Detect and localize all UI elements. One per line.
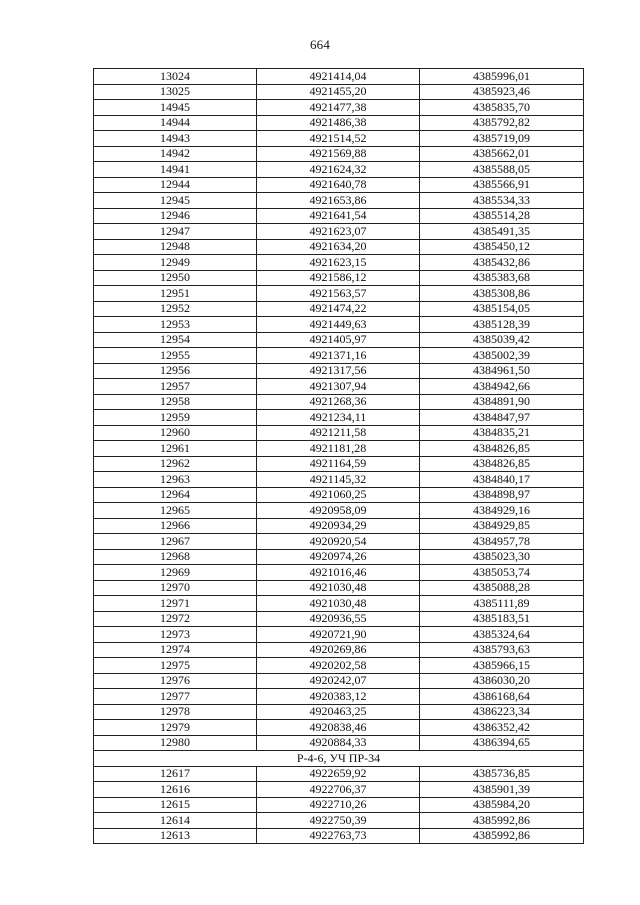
table-row — [94, 642, 584, 658]
y-coordinate-cell: 4385966,15 — [420, 658, 584, 674]
y-coordinate-cell: 4385491,35 — [420, 224, 584, 240]
point-number-cell: 12951 — [94, 286, 257, 302]
table-row — [94, 363, 584, 379]
x-coordinate-cell: 4921405,97 — [257, 332, 420, 348]
x-coordinate-cell: 4922750,39 — [257, 813, 420, 829]
x-coordinate-cell: 4921641,54 — [257, 208, 420, 224]
table-row — [94, 239, 584, 255]
y-coordinate-cell: 4385154,05 — [420, 301, 584, 317]
table-row — [94, 596, 584, 612]
y-coordinate-cell: 4385835,70 — [420, 100, 584, 116]
table-row — [94, 286, 584, 302]
y-coordinate-cell: 4385662,01 — [420, 146, 584, 162]
x-coordinate-cell: 4920884,33 — [257, 735, 420, 751]
table-row — [94, 100, 584, 116]
table-row — [94, 410, 584, 426]
x-coordinate-cell: 4921474,22 — [257, 301, 420, 317]
y-coordinate-cell: 4385588,05 — [420, 162, 584, 178]
point-number-cell: 12973 — [94, 627, 257, 643]
table-row — [94, 301, 584, 317]
y-coordinate-cell: 4384835,21 — [420, 425, 584, 441]
table-row — [94, 503, 584, 519]
point-number-cell: 12964 — [94, 487, 257, 503]
point-number-cell: 12945 — [94, 193, 257, 209]
y-coordinate-cell: 4385923,46 — [420, 84, 584, 100]
x-coordinate-cell: 4921181,28 — [257, 441, 420, 457]
y-coordinate-cell: 4385308,86 — [420, 286, 584, 302]
x-coordinate-cell: 4920934,29 — [257, 518, 420, 534]
point-number-cell: 12955 — [94, 348, 257, 364]
table-row — [94, 549, 584, 565]
x-coordinate-cell: 4920202,58 — [257, 658, 420, 674]
x-coordinate-cell: 4921653,86 — [257, 193, 420, 209]
point-number-cell: 12976 — [94, 673, 257, 689]
point-number-cell: 13025 — [94, 84, 257, 100]
y-coordinate-cell: 4386030,20 — [420, 673, 584, 689]
point-number-cell: 12614 — [94, 813, 257, 829]
y-coordinate-cell: 4385719,09 — [420, 131, 584, 147]
x-coordinate-cell: 4922659,92 — [257, 766, 420, 782]
table-row — [94, 208, 584, 224]
point-number-cell: 13024 — [94, 69, 257, 85]
table-row — [94, 689, 584, 705]
table-row — [94, 813, 584, 829]
point-number-cell: 14944 — [94, 115, 257, 131]
y-coordinate-cell: 4385793,63 — [420, 642, 584, 658]
x-coordinate-cell: 4921307,94 — [257, 379, 420, 395]
y-coordinate-cell: 4385984,20 — [420, 797, 584, 813]
table-row — [94, 224, 584, 240]
table-row — [94, 146, 584, 162]
table-row — [94, 456, 584, 472]
y-coordinate-cell: 4384891,90 — [420, 394, 584, 410]
table-row — [94, 472, 584, 488]
y-coordinate-cell: 4384942,66 — [420, 379, 584, 395]
table-row — [94, 255, 584, 271]
x-coordinate-cell: 4920242,07 — [257, 673, 420, 689]
x-coordinate-cell: 4920838,46 — [257, 720, 420, 736]
table-row — [94, 317, 584, 333]
x-coordinate-cell: 4921569,88 — [257, 146, 420, 162]
y-coordinate-cell: 4385736,85 — [420, 766, 584, 782]
table-row — [94, 565, 584, 581]
table-row — [94, 580, 584, 596]
table-row — [94, 766, 584, 782]
x-coordinate-cell: 4921268,36 — [257, 394, 420, 410]
x-coordinate-cell: 4921371,16 — [257, 348, 420, 364]
table-row — [94, 131, 584, 147]
point-number-cell: 12946 — [94, 208, 257, 224]
point-number-cell: 12950 — [94, 270, 257, 286]
point-number-cell: 12953 — [94, 317, 257, 333]
x-coordinate-cell: 4921414,04 — [257, 69, 420, 85]
point-number-cell: 12613 — [94, 828, 257, 844]
x-coordinate-cell: 4921211,58 — [257, 425, 420, 441]
x-coordinate-cell: 4921586,12 — [257, 270, 420, 286]
point-number-cell: 14943 — [94, 131, 257, 147]
y-coordinate-cell: 4384826,85 — [420, 441, 584, 457]
x-coordinate-cell: 4921640,78 — [257, 177, 420, 193]
table-row — [94, 720, 584, 736]
table-row — [94, 394, 584, 410]
x-coordinate-cell: 4921030,48 — [257, 580, 420, 596]
point-number-cell: 12960 — [94, 425, 257, 441]
y-coordinate-cell: 4385450,12 — [420, 239, 584, 255]
point-number-cell: 12963 — [94, 472, 257, 488]
point-number-cell: 12617 — [94, 766, 257, 782]
x-coordinate-cell: 4921317,56 — [257, 363, 420, 379]
y-coordinate-cell: 4384898,97 — [420, 487, 584, 503]
table-row — [94, 658, 584, 674]
x-coordinate-cell: 4920269,86 — [257, 642, 420, 658]
y-coordinate-cell: 4384961,50 — [420, 363, 584, 379]
y-coordinate-cell: 4385514,28 — [420, 208, 584, 224]
point-number-cell: 12947 — [94, 224, 257, 240]
point-number-cell: 14941 — [94, 162, 257, 178]
table-row — [94, 673, 584, 689]
point-number-cell: 12954 — [94, 332, 257, 348]
table-row — [94, 627, 584, 643]
point-number-cell: 12962 — [94, 456, 257, 472]
point-number-cell: 12977 — [94, 689, 257, 705]
point-number-cell: 12970 — [94, 580, 257, 596]
x-coordinate-cell: 4921030,48 — [257, 596, 420, 612]
y-coordinate-cell: 4386352,42 — [420, 720, 584, 736]
y-coordinate-cell: 4385324,64 — [420, 627, 584, 643]
x-coordinate-cell: 4921514,52 — [257, 131, 420, 147]
point-number-cell: 12616 — [94, 782, 257, 798]
point-number-cell: 12615 — [94, 797, 257, 813]
point-number-cell: 12978 — [94, 704, 257, 720]
page-number: 664 — [309, 37, 331, 52]
point-number-cell: 12972 — [94, 611, 257, 627]
table-row — [94, 518, 584, 534]
table-row — [94, 379, 584, 395]
point-number-cell: 12949 — [94, 255, 257, 271]
x-coordinate-cell: 4920958,09 — [257, 503, 420, 519]
table-row — [94, 115, 584, 131]
x-coordinate-cell: 4921234,11 — [257, 410, 420, 426]
y-coordinate-cell: 4384957,78 — [420, 534, 584, 550]
y-coordinate-cell: 4385023,30 — [420, 549, 584, 565]
point-number-cell: 12959 — [94, 410, 257, 426]
y-coordinate-cell: 4385183,51 — [420, 611, 584, 627]
point-number-cell: 12979 — [94, 720, 257, 736]
x-coordinate-cell: 4921477,38 — [257, 100, 420, 116]
point-number-cell: 12971 — [94, 596, 257, 612]
point-number-cell: 12966 — [94, 518, 257, 534]
point-number-cell: 12948 — [94, 239, 257, 255]
y-coordinate-cell: 4385039,42 — [420, 332, 584, 348]
point-number-cell: 12967 — [94, 534, 257, 550]
section-header-cell: Р-4-6, УЧ ПР-34 — [94, 751, 584, 767]
y-coordinate-cell: 4385002,39 — [420, 348, 584, 364]
table-row — [94, 348, 584, 364]
table-row — [94, 425, 584, 441]
y-coordinate-cell: 4385792,82 — [420, 115, 584, 131]
x-coordinate-cell: 4920463,25 — [257, 704, 420, 720]
point-number-cell: 14942 — [94, 146, 257, 162]
y-coordinate-cell: 4385088,28 — [420, 580, 584, 596]
y-coordinate-cell: 4386168,64 — [420, 689, 584, 705]
table-row — [94, 735, 584, 751]
point-number-cell: 12968 — [94, 549, 257, 565]
y-coordinate-cell: 4384847,97 — [420, 410, 584, 426]
x-coordinate-cell: 4921145,32 — [257, 472, 420, 488]
table-row — [94, 177, 584, 193]
y-coordinate-cell: 4384826,85 — [420, 456, 584, 472]
y-coordinate-cell: 4386394,65 — [420, 735, 584, 751]
y-coordinate-cell: 4385992,86 — [420, 828, 584, 844]
point-number-cell: 12956 — [94, 363, 257, 379]
x-coordinate-cell: 4921624,32 — [257, 162, 420, 178]
point-number-cell: 12969 — [94, 565, 257, 581]
y-coordinate-cell: 4384929,85 — [420, 518, 584, 534]
x-coordinate-cell: 4921455,20 — [257, 84, 420, 100]
table-row — [94, 797, 584, 813]
x-coordinate-cell: 4921164,59 — [257, 456, 420, 472]
x-coordinate-cell: 4920721,90 — [257, 627, 420, 643]
y-coordinate-cell: 4385566,91 — [420, 177, 584, 193]
table-row — [94, 704, 584, 720]
y-coordinate-cell: 4385901,39 — [420, 782, 584, 798]
y-coordinate-cell: 4385992,86 — [420, 813, 584, 829]
point-number-cell: 12944 — [94, 177, 257, 193]
x-coordinate-cell: 4921623,07 — [257, 224, 420, 240]
x-coordinate-cell: 4921486,38 — [257, 115, 420, 131]
x-coordinate-cell: 4921449,63 — [257, 317, 420, 333]
x-coordinate-cell: 4920974,26 — [257, 549, 420, 565]
table-row — [94, 162, 584, 178]
table-row — [94, 69, 584, 85]
y-coordinate-cell: 4385111,89 — [420, 596, 584, 612]
table-row — [94, 441, 584, 457]
x-coordinate-cell: 4920920,54 — [257, 534, 420, 550]
x-coordinate-cell: 4921563,57 — [257, 286, 420, 302]
y-coordinate-cell: 4385053,74 — [420, 565, 584, 581]
y-coordinate-cell: 4386223,34 — [420, 704, 584, 720]
x-coordinate-cell: 4921634,20 — [257, 239, 420, 255]
table-row — [94, 193, 584, 209]
y-coordinate-cell: 4385128,39 — [420, 317, 584, 333]
table-row — [94, 828, 584, 844]
x-coordinate-cell: 4920936,55 — [257, 611, 420, 627]
x-coordinate-cell: 4922763,73 — [257, 828, 420, 844]
table-row — [94, 611, 584, 627]
point-number-cell: 12980 — [94, 735, 257, 751]
point-number-cell: 12958 — [94, 394, 257, 410]
y-coordinate-cell: 4384840,17 — [420, 472, 584, 488]
point-number-cell: 14945 — [94, 100, 257, 116]
point-number-cell: 12961 — [94, 441, 257, 457]
y-coordinate-cell: 4385383,68 — [420, 270, 584, 286]
section-header-group — [94, 751, 584, 767]
y-coordinate-cell: 4385432,86 — [420, 255, 584, 271]
coordinates-table-body-section — [94, 766, 584, 844]
coordinates-table — [93, 68, 584, 844]
x-coordinate-cell: 4920383,12 — [257, 689, 420, 705]
table-row — [94, 782, 584, 798]
x-coordinate-cell: 4922706,37 — [257, 782, 420, 798]
table-row — [94, 487, 584, 503]
point-number-cell: 12974 — [94, 642, 257, 658]
section-header-row — [94, 751, 584, 767]
table-row — [94, 270, 584, 286]
table-row — [94, 332, 584, 348]
x-coordinate-cell: 4921016,46 — [257, 565, 420, 581]
table-row — [94, 534, 584, 550]
y-coordinate-cell: 4384929,16 — [420, 503, 584, 519]
table-row — [94, 84, 584, 100]
x-coordinate-cell: 4921623,15 — [257, 255, 420, 271]
coordinates-table-body — [94, 69, 584, 751]
point-number-cell: 12975 — [94, 658, 257, 674]
x-coordinate-cell: 4921060,25 — [257, 487, 420, 503]
point-number-cell: 12952 — [94, 301, 257, 317]
y-coordinate-cell: 4385996,01 — [420, 69, 584, 85]
y-coordinate-cell: 4385534,33 — [420, 193, 584, 209]
x-coordinate-cell: 4922710,26 — [257, 797, 420, 813]
point-number-cell: 12957 — [94, 379, 257, 395]
point-number-cell: 12965 — [94, 503, 257, 519]
